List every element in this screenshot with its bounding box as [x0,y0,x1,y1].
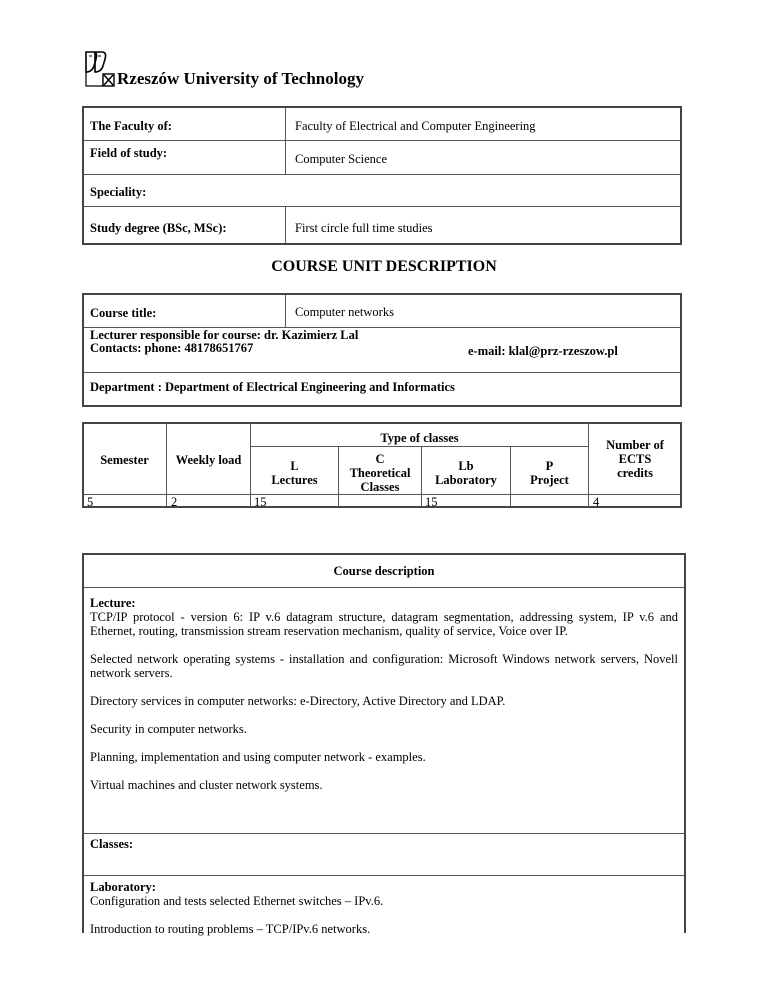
lecture-paragraph: Selected network operating systems - installation and configuration: Microsoft Windows network servers, Novell network servers. [90,652,678,680]
ects-header [589,438,681,480]
course-description-heading: Course description [333,564,435,578]
lectures-value: 15 [254,495,267,509]
project-name: Project [530,473,569,487]
lectures-code: L [290,459,299,473]
lecture-paragraph: Security in computer networks. [90,722,247,736]
theoretical-code: C [375,452,385,466]
faculty-label: The Faculty of: [90,119,172,133]
lectures-header [251,459,338,487]
theoretical-classes-header [339,452,421,494]
lectures-name: Lectures [271,473,318,487]
type-of-classes-header: Type of classes [380,431,459,445]
lecture-section [90,590,678,806]
lecture-paragraph: Virtual machines and cluster network systems. [90,778,323,792]
semester-header: Semester [100,453,149,467]
lecturer-text: Lecturer responsible for course: dr. Kazimierz Lal [90,328,359,342]
theoretical-name: Theoretical [349,466,411,480]
classes-label: Classes: [90,837,134,851]
field-of-study-label: Field of study: [90,146,168,160]
course-unit-title: COURSE UNIT DESCRIPTION [271,258,497,275]
laboratory-label: Laboratory: [90,880,156,894]
laboratory-section [90,880,678,950]
lecture-paragraph: Directory services in computer networks: e-Directory, Active Directory and LDAP. [90,694,506,708]
weekly-load-value: 2 [171,495,178,509]
field-of-study-value: Computer Science [295,152,387,166]
department-text: Department : Department of Electrical Engineering and Informatics [90,380,455,394]
laboratory-paragraph: Introduction to routing problems – TCP/IPv.6 networks. [90,922,371,936]
laboratory-paragraph: Configuration and tests selected Ethernet switches – IPv.6. [90,894,384,908]
project-header [511,459,588,487]
lecture-paragraph: Planning, implementation and using computer network - examples. [90,750,426,764]
ects-line-2: ECTS [618,452,652,466]
lecture-paragraph: TCP/IP protocol - version 6: IP v.6 datagram structure, datagram segmentation, addressing system, IP v.6 and Ethernet, routing, transmission stream reservation mechanism, quality of service, Voice over IP. [90,610,678,638]
laboratory-code: Lb [458,459,474,473]
ects-value: 4 [593,495,600,509]
weekly-load-header: Weekly load [175,453,242,467]
faculty-value: Faculty of Electrical and Computer Engineering [295,119,536,133]
study-degree-value: First circle full time studies [295,221,433,235]
laboratory-value: 15 [425,495,438,509]
ects-line-3: credits [617,466,653,480]
theoretical-name-2: Classes [360,480,400,494]
study-degree-label: Study degree (BSc, MSc): [90,221,227,235]
speciality-label: Speciality: [90,185,147,199]
laboratory-name: Laboratory [435,473,497,487]
course-title-label: Course title: [90,306,157,320]
lecture-label: Lecture: [90,596,136,610]
project-code: P [545,459,554,473]
university-logo [83,50,115,88]
laboratory-header [422,459,510,487]
ects-line-1: Number of [606,438,664,452]
course-title-value: Computer networks [295,305,394,319]
university-name: Rzeszów University of Technology [117,69,364,88]
contacts-text: Contacts: phone: 48178651767 [90,341,254,355]
email-text: e-mail: klal@prz-rzeszow.pl [468,344,618,358]
semester-value: 5 [87,495,94,509]
